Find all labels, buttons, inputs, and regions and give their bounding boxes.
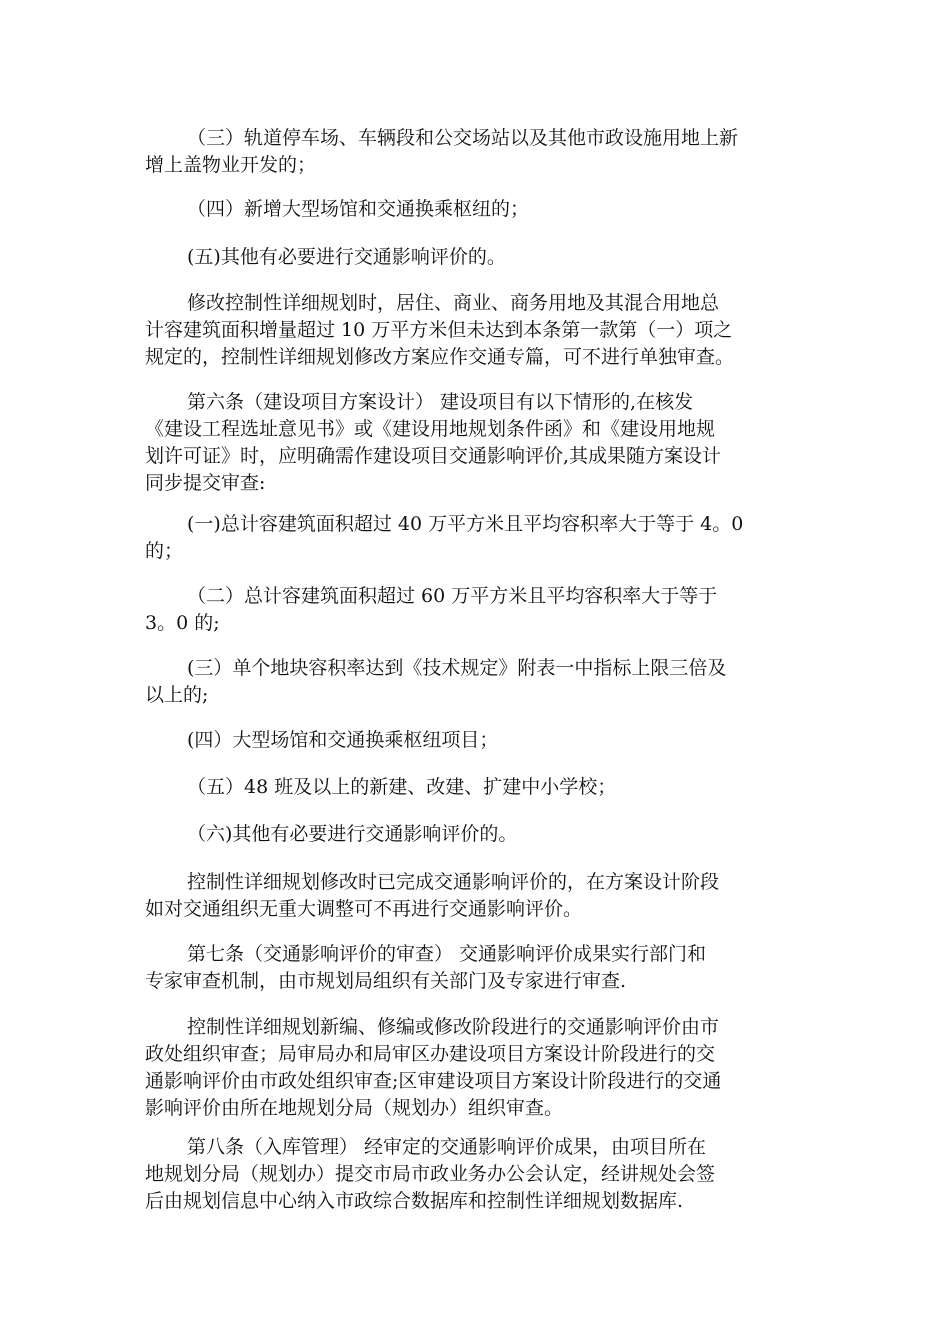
paragraph-article-6 bbox=[145, 389, 810, 497]
paragraph-item-2 bbox=[145, 583, 810, 637]
text-line: 专家审查机制，由市规划局组织有关部门及专家进行审查. bbox=[145, 970, 627, 992]
paragraph-item-6 bbox=[145, 821, 810, 848]
text-line: (四）大型场馆和交通换乘枢纽项目； bbox=[187, 729, 499, 751]
text-line: (五)其他有必要进行交通影响评价的。 bbox=[187, 246, 506, 268]
text-line: 同步提交审查: bbox=[145, 472, 266, 494]
text-line: (一)总计容建筑面积超过 40 万平方米且平均容积率大于等于 4。0 bbox=[187, 513, 744, 535]
text-line: （六)其他有必要进行交通影响评价的。 bbox=[187, 823, 518, 845]
text-line: 影响评价由所在地规划分局（规划办）组织审查。 bbox=[145, 1097, 564, 1119]
text-line: 修改控制性详细规划时，居住、商业、商务用地及其混合用地总 bbox=[187, 292, 720, 314]
text-line: 增上盖物业开发的； bbox=[145, 154, 317, 176]
text-line: 计容建筑面积增量超过 10 万平方米但未达到本条第一款第（一）项之 bbox=[145, 319, 733, 341]
paragraph-completed-evaluation bbox=[145, 869, 810, 923]
paragraph-item-1 bbox=[145, 511, 810, 565]
paragraph-large-venues bbox=[145, 196, 810, 223]
text-line: 规定的，控制性详细规划修改方案应作交通专篇，可不进行单独审查。 bbox=[145, 346, 735, 368]
text-line: 控制性详细规划修改时已完成交通影响评价的，在方案设计阶段 bbox=[187, 871, 720, 893]
text-line: 如对交通组织无重大调整可不再进行交通影响评价。 bbox=[145, 898, 583, 920]
paragraph-review-responsibility bbox=[145, 1014, 810, 1122]
paragraph-item-5 bbox=[145, 774, 810, 801]
text-line: 控制性详细规划新编、修编或修改阶段进行的交通影响评价由市 bbox=[187, 1016, 720, 1038]
text-line: (三）单个地块容积率达到《技术规定》附表一中指标上限三倍及 bbox=[187, 657, 727, 679]
text-line: 后由规划信息中心纳入市政综合数据库和控制性详细规划数据库. bbox=[145, 1190, 684, 1212]
paragraph-article-7 bbox=[145, 941, 810, 995]
paragraph-regulatory-plan-modification bbox=[145, 290, 810, 371]
paragraph-item-3 bbox=[145, 655, 810, 709]
paragraph-other-necessary bbox=[145, 244, 810, 271]
text-line: 划许可证》时，应明确需作建设项目交通影响评价,其成果随方案设计 bbox=[145, 445, 722, 467]
text-line: 政处组织审查；局审局办和局审区办建设项目方案设计阶段进行的交 bbox=[145, 1043, 716, 1065]
text-line: 第七条（交通影响评价的审查） 交通影响评价成果实行部门和 bbox=[187, 943, 707, 965]
paragraph-rail-depot bbox=[145, 125, 810, 179]
text-line: 第八条（入库管理） 经审定的交通影响评价成果，由项目所在 bbox=[187, 1136, 707, 1158]
text-line: 地规划分局（规划办）提交市局市政业务办公会认定，经讲规处会签 bbox=[145, 1163, 716, 1185]
text-line: （五）48 班及以上的新建、改建、扩建中小学校； bbox=[187, 776, 617, 798]
text-line: （二）总计容建筑面积超过 60 万平方米且平均容积率大于等于 bbox=[187, 585, 718, 607]
text-line: （四）新增大型场馆和交通换乘枢纽的； bbox=[187, 198, 530, 220]
paragraph-item-4 bbox=[145, 727, 810, 754]
text-line: 《建设工程选址意见书》或《建设用地规划条件函》和《建设用地规 bbox=[145, 418, 716, 440]
text-line: 通影响评价由市政处组织审查;区审建设项目方案设计阶段进行的交通 bbox=[145, 1070, 722, 1092]
text-line: 第六条（建设项目方案设计） 建设项目有以下情形的,在核发 bbox=[187, 391, 694, 413]
text-line: 以上的; bbox=[145, 684, 209, 706]
text-line: （三）轨道停车场、车辆段和公交场站以及其他市政设施用地上新 bbox=[187, 127, 739, 149]
text-line: 的； bbox=[145, 540, 184, 562]
text-line: 3。0 的; bbox=[145, 612, 220, 634]
paragraph-article-8 bbox=[145, 1134, 810, 1215]
